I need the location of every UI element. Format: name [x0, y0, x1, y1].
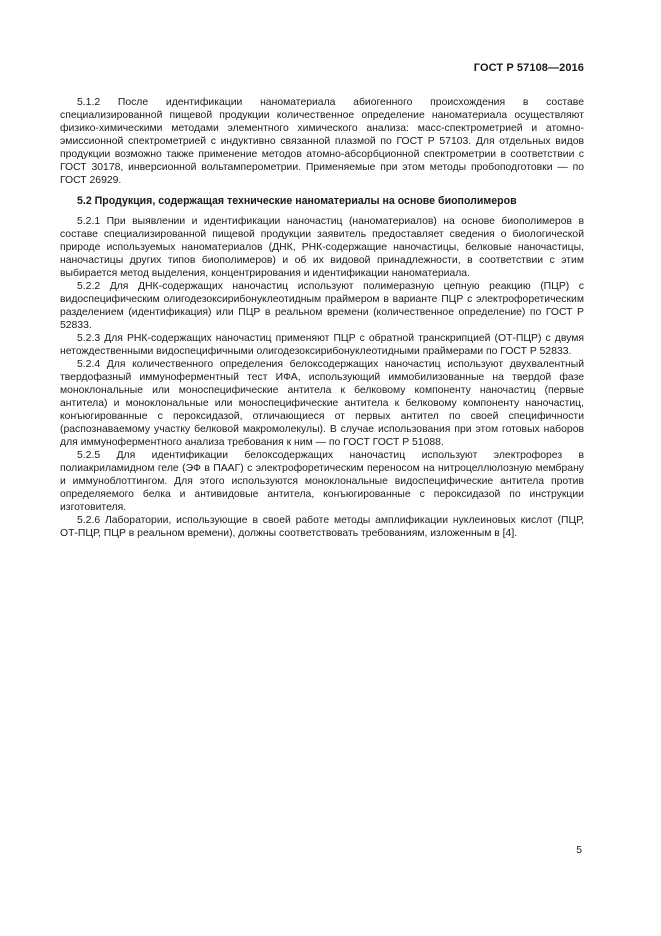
- paragraph-5-2-6: 5.2.6 Лаборатории, использующие в своей работе методы амплификации нуклеиновых кислот (ПЦР, ОТ-ПЦР, ПЦР в реальном времени), должны соответствовать требованиям, изложенным в [4].: [60, 515, 584, 539]
- paragraph-5-2-4: 5.2.4 Для количественного определения белоксодержащих наночастиц используют двухвалентный твердофазный иммуноферментный тест ИФА, использующий иммобилизованные на твердой фазе моноклональные или моноспецифические антитела к белковому компоненту наночастиц (первые антитела) и моноклональные или моноспецифические антитела к белковому компоненту наночастиц, конъюгированные с пероксидазой, отличающиеся от первых антител по своей специфичности (распознаваемому участку белковой макромолекулы). В случае использования при этом готовых наборов для иммуноферментного анализа требования к ним — по ГОСТ ГОСТ Р 51088.: [60, 359, 584, 448]
- paragraph-5-1-2: 5.1.2 После идентификации наноматериала абиогенного происхождения в составе специализированной пищевой продукции количественное определение наноматериала осуществляют физико-химическими методами элементного химического анализа: масс-спектрометрией и атомно-эмиссионной спектрометрией с индуктивно связанной плазмой по ГОСТ Р 57103. Для отдельных видов продукции возможно также применение методов атомно-абсорбционной спектрометрии в соответствии с ГОСТ 30178, инверсионной вольтамперометрии. Применяемые при этом методы пробоподготовки — по ГОСТ 26929.: [60, 97, 584, 186]
- paragraph-5-2-3: 5.2.3 Для РНК-содержащих наночастиц применяют ПЦР с обратной транскрипцией (ОТ-ПЦР) с двумя нетождественными видоспецифичными олигодезоксирибонуклеотидными праймерами по ГОСТ Р 52833.: [60, 333, 584, 357]
- paragraph-5-2-5: 5.2.5 Для идентификации белоксодержащих наночастиц используют электрофорез в полиакриламидном геле (ЭФ в ПААГ) с электрофоретическим переносом на нитроцеллюлозную мембрану и иммуноблоттингом. Для этого используются моноклональные видоспецифические антитела против определяемого белка и антивидовые антитела, конъюгированные с пероксидазой по инструкции изготовителя.: [60, 450, 584, 513]
- document-header-id: ГОСТ Р 57108—2016: [473, 62, 584, 74]
- paragraph-5-2-1: 5.2.1 При выявлении и идентификации наночастиц (наноматериалов) на основе биополимеров в составе специализированной пищевой продукции заявитель предоставляет сведения о биологической природе используемых наноматериалов (ДНК, РНК-содержащие наночастицы, белковые наночастицы, наночастицы других типов биополимеров) и об их видовой принадлежности, в соответствии с этим выбирается метод выделения, концентрирования и идентификации наноматериала.: [60, 216, 584, 279]
- section-heading-5-2: 5.2 Продукция, содержащая технические наноматериалы на основе биополимеров: [77, 195, 517, 207]
- paragraph-5-2-2: 5.2.2 Для ДНК-содержащих наночастиц используют полимеразную цепную реакцию (ПЦР) с видоспецифическим олигодезоксирибонуклеотидным праймером в варианте ПЦР с электрофоретическим разделением (идентификация) или ПЦР в реальном времени (количественное определение) по ГОСТ Р 52833.: [60, 281, 584, 331]
- page-number: 5: [576, 845, 582, 856]
- document-body: [60, 96, 584, 540]
